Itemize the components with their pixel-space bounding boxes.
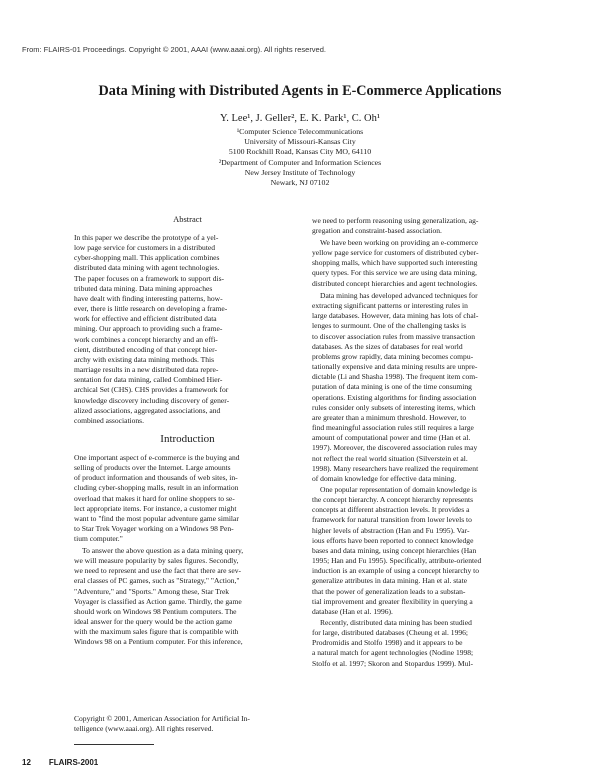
text-line: sentation for data mining, called Combined Hier- (74, 375, 223, 385)
text-line: ¹Computer Science Telecommunications (236, 127, 364, 136)
text-line: higher levels of abstraction (Han and Fu 1995). Var- (312, 525, 470, 535)
text-line: In this paper we describe the prototype of a yel- (74, 233, 219, 242)
text-line: cluding cyber-shopping malls, result in an information (74, 483, 239, 493)
text-line: 1997). Moreover, the discovered association rules may (312, 443, 478, 453)
text-line: bases and data mining, using concept hierarchies (Han (312, 545, 477, 555)
intro-heading-wrap (74, 433, 301, 445)
text-line: query types. For this service we are using data mining, (312, 268, 477, 278)
text-line: mining. Our approach to providing such a frame- (74, 324, 223, 334)
text-line: selling of products over the Internet. Large amounts (74, 463, 231, 473)
text-line: work combines a concept hierarchy and an effi- (74, 334, 218, 344)
text-line: we will measure popularity by sales figures. Secondly, (74, 556, 239, 566)
footnote-rule (74, 744, 154, 745)
text-line: of domain knowledge for effective data mining. (312, 473, 457, 483)
text-line: we need to represent and use the fact that there are sev- (74, 566, 241, 576)
text-line: We have been working on providing an e-commerce (320, 238, 479, 247)
author-list: Y. Lee¹, J. Geller², E. K. Park¹, C. Oh¹ (220, 113, 380, 124)
text-line: overload that makes it hard for online shoppers to se- (74, 493, 235, 503)
text-line: Copyright © 2001, American Association for Artificial In- (74, 714, 250, 723)
text-line: 1995; Han and Fu 1995). Specifically, attribute-oriented (312, 556, 482, 566)
text-line: The paper focuses on a framework to support dis- (74, 273, 225, 283)
text-line: generalize attributes in data mining. Han et al. state (312, 576, 468, 586)
text-line: low page service for customers in a distributed (74, 243, 216, 253)
abstract-heading: Abstract (173, 214, 202, 224)
text-line: cyber-shopping mall. This application combines (74, 253, 220, 263)
text-line: that the power of generalization leads to a substan- (312, 586, 466, 596)
text-line: 5100 Rockhill Road, Kansas City MO, 64110 (228, 147, 372, 157)
text-line: cient, distributed encoding of that concept hier- (74, 344, 217, 354)
text-line: lect appropriate items. For instance, a customer might (74, 503, 237, 513)
text-line: ideal answer for the query would be the action game (74, 617, 233, 627)
text-line: find meaningful association rules still requires a large (312, 423, 474, 433)
copyright-header: From: FLAIRS-01 Proceedings. Copyright © 2001, AAAI (www.aaai.org). All rights reserved. (22, 45, 326, 54)
text-line: shopping malls, which have supported such interesting (312, 258, 478, 268)
text-line: amount of computational power and time (Han et al. (312, 433, 471, 443)
text-line: archical Set (CHS). CHS provides a framework for (74, 385, 229, 395)
affiliations (0, 127, 600, 188)
text-line: rules consider only subsets of interesting items, which (312, 402, 476, 412)
text-line: induction is an example of using a concept hierarchy to (312, 566, 480, 576)
text-line: large databases. However, data mining has lots of chal- (312, 311, 479, 321)
text-line: marriage results in a new distributed data repre- (74, 365, 219, 375)
text-line: ious efforts have been reported to connect knowledge (312, 535, 474, 545)
page-number: 12 (22, 758, 31, 767)
text-line: New Jersey Institute of Technology (244, 167, 356, 177)
text-line: One popular representation of domain knowledge is (320, 485, 477, 494)
text-line: Recently, distributed data mining has been studied (320, 618, 472, 627)
text-line: want to "find the most popular adventure game similar (74, 513, 239, 523)
text-line: should work on Windows 98 Pentium computers. The (74, 606, 237, 616)
text-line: have dealt with finding interesting patterns, how- (74, 293, 223, 303)
text-line: Prodromidis and Stolfo 1998) and it appears to be (312, 638, 463, 648)
text-line: with the maximum sales figure that is compatible with (74, 627, 239, 637)
text-line: distributed concept hierarchies and agent technologies. (312, 278, 478, 288)
text-line: One important aspect of e-commerce is the buying and (74, 453, 240, 462)
text-line: work for effective and efficient distributed data (74, 314, 217, 324)
text-line: problems grow rapidly, data mining becomes compu- (312, 351, 474, 361)
text-line: alized associations, aggregated associations, and (74, 405, 221, 415)
text-line: telligence (www.aaai.org). All rights reserved. (74, 724, 214, 734)
text-line: concepts at different abstraction levels. It provides a (312, 505, 470, 515)
text-line: of product information and thousands of web sites, in- (74, 473, 238, 483)
introduction-heading: Introduction (160, 433, 215, 445)
right-paragraph-1 (312, 238, 538, 289)
text-line: tationally expensive and data mining results are unpre- (312, 362, 478, 372)
text-line: archy with existing data mining methods. This (74, 354, 215, 364)
text-line: 1998). Many researchers have realized the requirement (312, 463, 479, 473)
text-line: to discover association rules from massive transaction (312, 331, 476, 341)
intro-paragraph-1 (74, 453, 301, 544)
text-line: gregation and constraint-based association. (312, 226, 442, 236)
text-line: framework for natural transition from lower levels to (312, 515, 472, 525)
text-line: putation of data mining is one of the time consuming (312, 382, 472, 392)
text-line: "Adventure," and "Sports." Among these, Star Trek (74, 586, 230, 596)
text-line: tium computer." (74, 534, 123, 544)
text-line: to Star Trek Voyager working on a Windows 98 Pen- (74, 524, 234, 534)
text-line: ever, there is little research on developing a frame- (74, 304, 228, 314)
text-line: Windows 98 on a Pentium computer. For this inference, (74, 637, 243, 647)
page-footer (22, 758, 116, 767)
text-line: databases. As the sizes of databases for real world (312, 341, 463, 351)
paper-title: Data Mining with Distributed Agents in E-Commerce Applications (98, 83, 502, 99)
text-line: To answer the above question as a data mining query, (82, 546, 244, 555)
abstract-body (74, 233, 301, 426)
right-paragraph-4 (312, 618, 538, 669)
right-paragraph-3 (312, 485, 538, 617)
text-line: ²Department of Computer and Information Sciences (218, 157, 382, 167)
text-line: operations. Existing algorithms for finding association (312, 392, 477, 402)
text-line: yellow page service for customers of distributed cyber- (312, 248, 479, 258)
copyright-footnote (74, 714, 301, 734)
text-line: combined associations. (74, 415, 145, 425)
text-line: not reflect the real world situation (Silverstein et al. (312, 453, 468, 463)
abstract-heading-wrap (74, 214, 301, 224)
text-line: Newark, NJ 07102 (270, 178, 330, 188)
text-line: eral classes of PC games, such as "Strategy," "Action," (74, 576, 240, 586)
text-line: a natural match for agent technologies (Nodine 1998; (312, 648, 474, 658)
text-line: knowledge discovery including discovery of gener- (74, 395, 230, 405)
text-line: dictable (Li and Shasha 1998). The frequent item com- (312, 372, 478, 382)
text-line: University of Missouri-Kansas City (244, 137, 356, 147)
text-line: Stolfo et al. 1997; Skoron and Stopardus 1999). Mul- (312, 658, 473, 668)
right-paragraph-2 (312, 291, 538, 484)
text-line: for large, distributed databases (Cheung et al. 1996; (312, 628, 468, 638)
text-line: the concept hierarchy. A concept hierarchy represents (312, 495, 474, 505)
right-paragraph-0 (312, 216, 538, 236)
text-line: database (Han et al. 1996). (312, 606, 393, 616)
text-line: are greater than a minimum threshold. However, to (312, 412, 467, 422)
text-line: distributed data mining with agent technologies. (74, 263, 220, 273)
venue-label: FLAIRS-2001 (48, 758, 99, 767)
text-line: Data mining has developed advanced techniques for (320, 291, 478, 300)
text-line: tial improvement and greater flexibility in querying a (312, 596, 473, 606)
text-line: extracting significant patterns or interesting rules in (312, 301, 468, 311)
text-line: tributed data mining. Data mining approaches (74, 283, 213, 293)
text-line: lenges to surmount. One of the challenging tasks is (312, 321, 467, 331)
text-line: we need to perform reasoning using generalization, ag- (312, 216, 479, 225)
intro-paragraph-2 (74, 546, 301, 648)
text-line: Voyager is classified as Action game. Thirdly, the game (74, 596, 242, 606)
